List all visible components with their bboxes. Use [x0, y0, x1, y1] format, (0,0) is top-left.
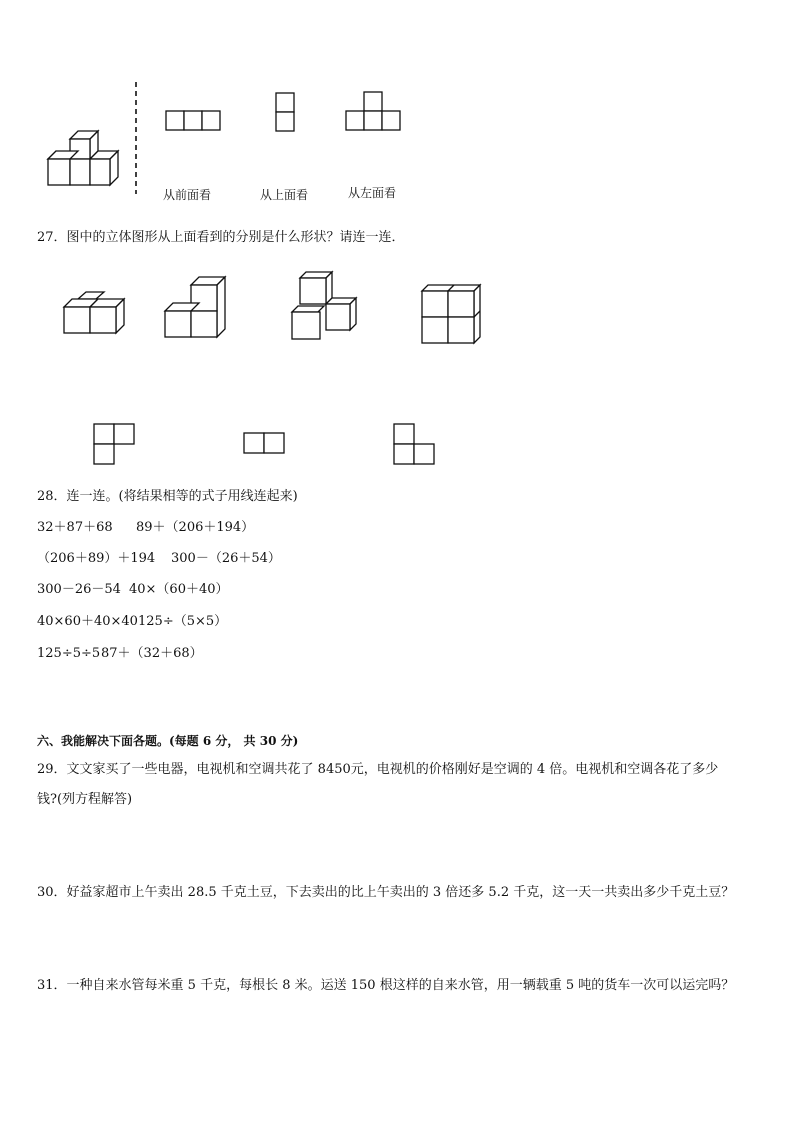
q26-top-view-shape — [275, 92, 295, 132]
q26-front-label: 从前面看 — [163, 188, 212, 202]
q26-top-label: 从上面看 — [260, 188, 309, 202]
q27-prompt: 27．图中的立体图形从上面看到的分别是什么形状？请连一连． — [37, 230, 405, 245]
q28-row-3-left[interactable]: 300－26－54 — [37, 582, 121, 597]
q26-front-view-shape — [165, 110, 221, 132]
q26-left-view-shape — [345, 91, 403, 131]
q27-solid-3 — [290, 270, 360, 342]
q28-row-3-right[interactable]: 40×（60＋40） — [129, 582, 229, 597]
q27-solid-4 — [420, 283, 484, 345]
section-6-heading: 六、我能解决下面各题。(每题 6 分， 共 30 分) — [37, 734, 299, 748]
q27-solid-1 — [62, 289, 130, 337]
q28-prompt: 28．连一连。(将结果相等的式子用线连起来) — [37, 489, 298, 504]
q29-text-line-1: 29．文文家买了一些电器，电视机和空调共花了 8450元，电视机的价格刚好是空调的 4 倍。电视机和空调各花了多少 — [37, 762, 719, 777]
q27-option-shape-1[interactable] — [93, 423, 137, 465]
q28-row-1-right[interactable]: 89＋（206＋194） — [136, 520, 255, 535]
q26-left-label: 从左面看 — [348, 186, 397, 200]
q28-row-1-left[interactable]: 32＋87＋68 — [37, 520, 113, 535]
q28-row-2-right[interactable]: 300－（26＋54） — [171, 551, 281, 566]
q27-option-shape-3[interactable] — [393, 423, 437, 465]
q27-solid-2 — [163, 275, 229, 339]
q26-divider-dashed-line — [134, 82, 138, 194]
q27-option-shape-2[interactable] — [243, 432, 287, 454]
q28-row-5-right[interactable]: 87＋（32＋68） — [101, 646, 203, 661]
q31-text: 31．一种自来水管每米重 5 千克，每根长 8 米。运送 150 根这样的自来水管，用一辆载重 5 吨的货车一次可以运完吗？ — [37, 978, 735, 993]
q29-text-line-2: 钱?(列方程解答) — [37, 792, 133, 807]
q28-row-2-left[interactable]: （206＋89）＋194 — [37, 551, 156, 566]
q28-row-5-left[interactable]: 125÷5÷5 — [37, 646, 101, 661]
q30-text: 30．好益家超市上午卖出 28.5 千克土豆，下去卖出的比上午卖出的 3 倍还多 5.2 千克，这一天一共卖出多少千克土豆？ — [37, 885, 735, 900]
q26-solid-figure — [40, 125, 130, 190]
q28-row-4-left[interactable]: 40×60＋40×40 — [37, 614, 138, 629]
q28-row-4-right[interactable]: 125÷（5×5） — [138, 614, 228, 629]
